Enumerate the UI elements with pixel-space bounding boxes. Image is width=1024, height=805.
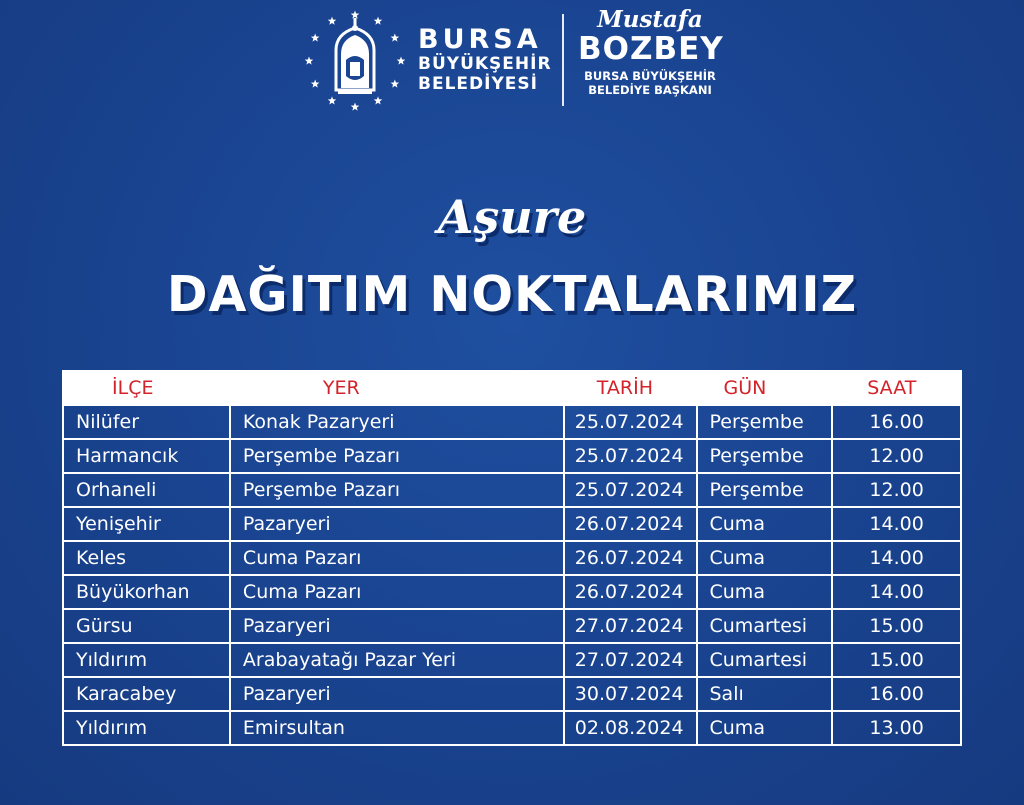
district-cell: Büyükorhan: [63, 575, 230, 609]
location-cell: Perşembe Pazarı: [230, 473, 564, 507]
header: [0, 0, 1024, 120]
star-icon: [351, 11, 360, 19]
time-cell: 15.00: [832, 643, 961, 677]
mayor-last-name: BOZBEY: [578, 31, 724, 67]
district-cell: Orhaneli: [63, 473, 230, 507]
header-divider: [562, 14, 564, 106]
date-cell: 25.07.2024: [564, 439, 697, 473]
star-icon: [374, 17, 383, 25]
star-icon: [328, 96, 337, 104]
star-icon: [351, 103, 360, 111]
title-script: Aşure: [437, 190, 587, 244]
table-row: [63, 575, 961, 609]
district-cell: Harmancık: [63, 439, 230, 473]
date-cell: 25.07.2024: [564, 473, 697, 507]
day-cell: Salı: [697, 677, 833, 711]
time-cell: 14.00: [832, 507, 961, 541]
column-header-date: TARİH: [564, 371, 697, 405]
brand-line-3: BELEDİYESİ: [418, 74, 538, 94]
district-cell: Gürsu: [63, 609, 230, 643]
day-cell: Cuma: [697, 711, 833, 745]
location-cell: Pazaryeri: [230, 677, 564, 711]
date-cell: 02.08.2024: [564, 711, 697, 745]
mayor-signature: [578, 8, 722, 98]
time-cell: 14.00: [832, 541, 961, 575]
time-cell: 15.00: [832, 609, 961, 643]
star-icon: [328, 17, 337, 25]
day-cell: Cuma: [697, 575, 833, 609]
day-cell: Cumartesi: [697, 609, 833, 643]
brand-wordmark: [418, 26, 552, 93]
table-row: [63, 643, 961, 677]
distribution-table: [62, 370, 962, 746]
column-header-day: GÜN: [697, 371, 833, 405]
table-row: [63, 473, 961, 507]
mayor-role-line-1: BURSA BÜYÜKŞEHİR: [584, 69, 716, 83]
date-cell: 30.07.2024: [564, 677, 697, 711]
location-cell: Perşembe Pazarı: [230, 439, 564, 473]
time-cell: 13.00: [832, 711, 961, 745]
district-cell: Yıldırım: [63, 643, 230, 677]
time-cell: 12.00: [832, 439, 961, 473]
table-row: [63, 439, 961, 473]
location-cell: Emirsultan: [230, 711, 564, 745]
time-cell: 16.00: [832, 677, 961, 711]
time-cell: 16.00: [832, 405, 961, 439]
day-cell: Cuma: [697, 541, 833, 575]
day-cell: Perşembe: [697, 473, 833, 507]
page-title: DAĞITIM NOKTALARIMIZ: [166, 266, 858, 323]
star-icon: [305, 57, 314, 65]
district-cell: Nilüfer: [63, 405, 230, 439]
date-cell: 27.07.2024: [564, 643, 697, 677]
table-row: [63, 711, 961, 745]
table-header-row: [63, 371, 961, 405]
location-cell: Cuma Pazarı: [230, 575, 564, 609]
table-row: [63, 541, 961, 575]
date-cell: 26.07.2024: [564, 541, 697, 575]
location-cell: Pazaryeri: [230, 609, 564, 643]
star-icon: [374, 96, 383, 104]
location-cell: Pazaryeri: [230, 507, 564, 541]
bursa-municipality-emblem-icon: [300, 6, 410, 116]
district-cell: Yenişehir: [63, 507, 230, 541]
mayor-first-name: Mustafa: [597, 6, 703, 33]
date-cell: 26.07.2024: [564, 507, 697, 541]
district-cell: Yıldırım: [63, 711, 230, 745]
day-cell: Cuma: [697, 507, 833, 541]
location-cell: Konak Pazaryeri: [230, 405, 564, 439]
district-cell: Keles: [63, 541, 230, 575]
column-header-location: YER: [230, 371, 564, 405]
table-row: [63, 677, 961, 711]
star-icon: [391, 34, 400, 42]
star-icon: [397, 57, 406, 65]
brand-line-2: BÜYÜKŞEHİR: [418, 54, 552, 74]
day-cell: Perşembe: [697, 439, 833, 473]
day-cell: Perşembe: [697, 405, 833, 439]
star-icon: [311, 34, 320, 42]
mayor-role: [578, 69, 722, 98]
date-cell: 26.07.2024: [564, 575, 697, 609]
location-cell: Arabayatağı Pazar Yeri: [230, 643, 564, 677]
table-row: [63, 507, 961, 541]
mayor-role-line-2: BELEDİYE BAŞKANI: [588, 83, 712, 98]
time-cell: 14.00: [832, 575, 961, 609]
district-cell: Karacabey: [63, 677, 230, 711]
table-row: [63, 405, 961, 439]
time-cell: 12.00: [832, 473, 961, 507]
table-row: [63, 609, 961, 643]
column-header-time: SAAT: [832, 371, 961, 405]
star-icon: [391, 80, 400, 88]
date-cell: 27.07.2024: [564, 609, 697, 643]
column-header-district: İLÇE: [63, 371, 230, 405]
star-icon: [311, 80, 320, 88]
location-cell: Cuma Pazarı: [230, 541, 564, 575]
day-cell: Cumartesi: [697, 643, 833, 677]
date-cell: 25.07.2024: [564, 405, 697, 439]
brand-line-1: BURSA: [418, 24, 542, 55]
